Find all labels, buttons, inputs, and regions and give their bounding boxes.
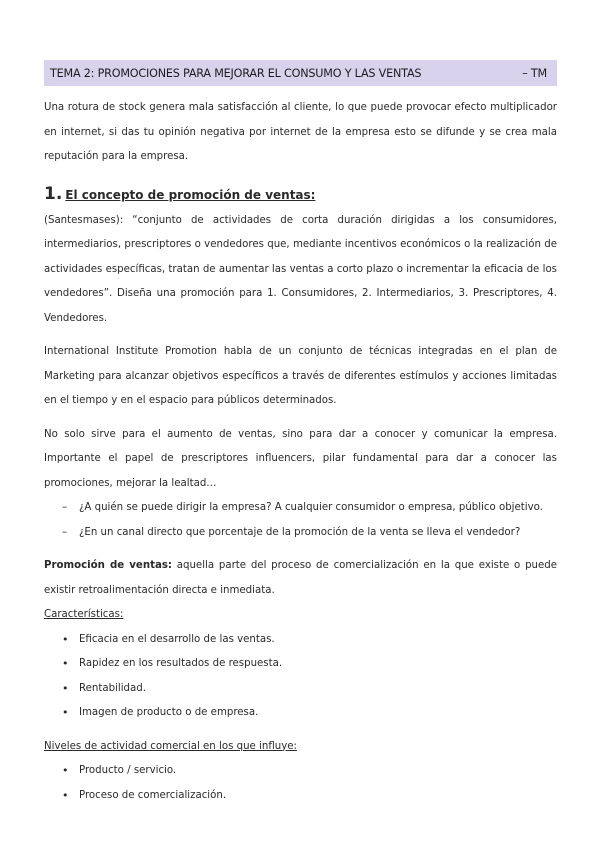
section-title: El concepto de promoción de ventas: [65, 187, 316, 202]
intro-paragraph: Una rotura de stock genera mala satisfacción al cliente, lo que puede provocar efecto multiplicador en internet, si das tu opinión negativa por internet de la empresa esto se difunde y se crea mala reputación para la empresa. [44, 102, 557, 162]
section-heading [44, 182, 557, 207]
characteristics-heading: Características: [44, 609, 124, 620]
definition-paragraph [44, 554, 557, 603]
list-item: – ¿A quién se puede dirigir la empresa? A cualquier consumidor o empresa, público objetivo. [44, 496, 557, 521]
definition-term: Promoción de ventas: [44, 560, 172, 571]
paragraph-objectives: No solo sirve para el aumento de ventas, sino para dar a conocer y comunicar la empresa. Importante el papel de prescriptores influencers, pilar fundamental para dar a conocer las promociones, mejorar la lealtad… [44, 428, 557, 489]
section-number: 1. [44, 183, 63, 204]
paragraph-iip: International Institute Promotion habla de un conjunto de técnicas integradas en el plan de Marketing para alcanzar objetivos específicos a través de diferentes estímulos y acciones limitadas en el tiempo y en el espacio para públicos determinados. [44, 346, 557, 406]
levels-heading: Niveles de actividad comercial en los que influye: [44, 740, 297, 752]
list-item: • Rentabilidad. [44, 677, 557, 702]
characteristics-list [44, 628, 557, 726]
list-item: • Rapidez en los resultados de respuesta. [44, 652, 557, 677]
list-item: • Producto / servicio. [44, 759, 557, 784]
list-item: – ¿En un canal directo que porcentaje de la promoción de la venta se lleva el vendedor? [44, 521, 557, 546]
header-band [44, 60, 557, 86]
paragraph-santesmases: (Santesmases): “conjunto de actividades de corta duración dirigidas a los consumidores, intermediarios, prescriptores o vendedores que, mediante incentivos económicos o la realización de actividades específicas, tratan de aumentar las ventas a corto plazo o incrementar la eficacia de los vendedores”. Diseña una promoción para 1. Consumidores, 2. Intermediarios, 3. Prescriptores, 4. Vendedores. [44, 214, 557, 324]
list-item: • Imagen de producto o de empresa. [44, 701, 557, 726]
header-title: TEMA 2: PROMOCIONES PARA MEJORAR EL CONSUMO Y LAS VENTAS [50, 66, 422, 80]
definition-text: aquella parte del proceso de comercialización en la que existe o puede existir retroalimentación directa e inmediata. [44, 560, 557, 596]
question-list [44, 496, 557, 545]
document-body [44, 96, 557, 808]
header-tag: – TM [522, 66, 547, 80]
list-item: • Eficacia en el desarrollo de las ventas. [44, 628, 557, 653]
list-item: • Proceso de comercialización. [44, 784, 557, 809]
levels-list [44, 759, 557, 808]
